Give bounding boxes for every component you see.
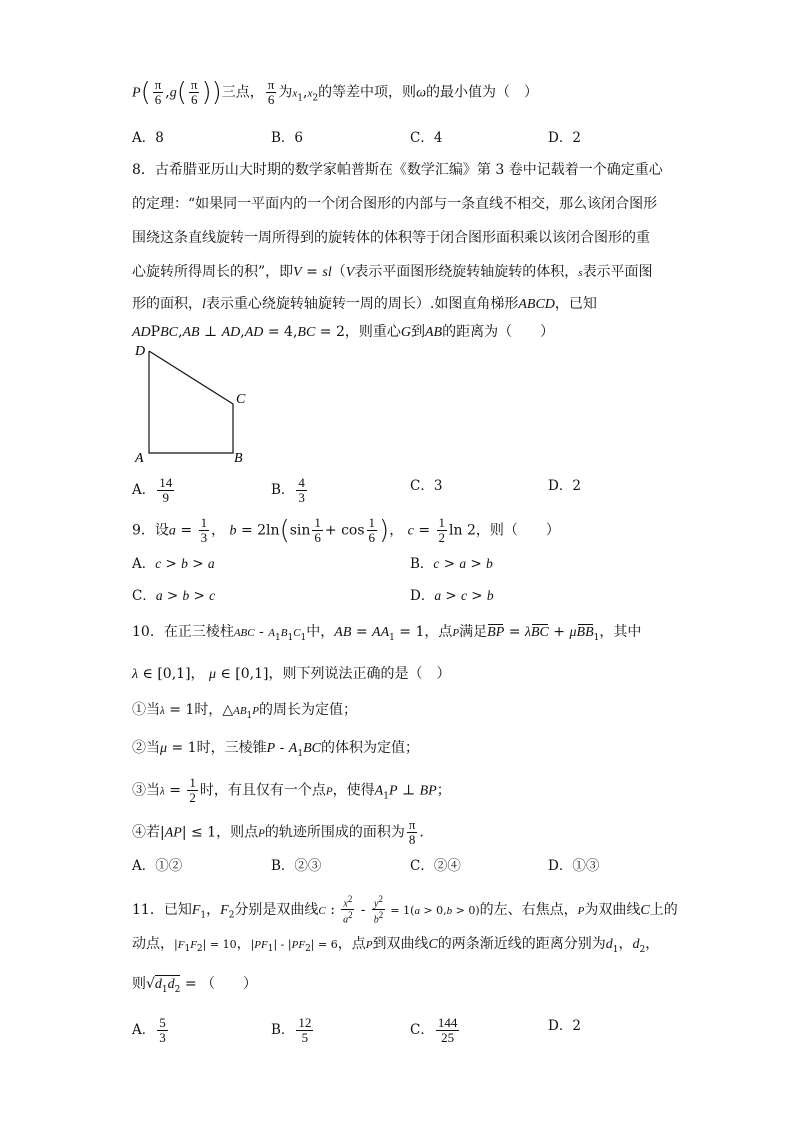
q8-line-6: ADPBC,AB ⊥ AD,AD = 4,BC = 2，则重心G到AB的距离为（ ） bbox=[132, 324, 555, 340]
q11-option-d[interactable]: D．2 bbox=[548, 1018, 581, 1034]
q9-option-d[interactable]: D．a > c > b bbox=[410, 588, 494, 604]
q9-option-a[interactable]: A．c > b > a bbox=[132, 556, 215, 572]
q9-option-c[interactable]: C．a > b > c bbox=[132, 588, 216, 604]
q10-option-d[interactable]: D．①③ bbox=[548, 858, 600, 874]
q11-option-c[interactable]: C． $\frac{144}{25}$ bbox=[410, 1015, 458, 1045]
q8-line-5: 形的面积，l表示重心绕旋转轴旋转一周的周长）.如图直角梯形ABCD，已知 bbox=[132, 296, 597, 312]
label-a: A bbox=[135, 451, 144, 466]
q10-option-a[interactable]: A．①② bbox=[132, 858, 183, 874]
q7-option-d[interactable]: D．2 bbox=[548, 130, 581, 146]
q8-option-a[interactable]: A． $\frac{14}{9}$ bbox=[132, 475, 173, 505]
q8-line-1: 8．古希腊亚历山大时期的数学家帕普斯在《数学汇编》第 3 卷中记载着一个确定重心 bbox=[132, 162, 663, 178]
label-c: C bbox=[236, 392, 246, 407]
q8-option-b[interactable]: B． $\frac{4}{3}$ bbox=[271, 475, 305, 505]
q11-option-a[interactable]: A． $\frac{5}{3}$ bbox=[132, 1015, 166, 1045]
label-b: B bbox=[234, 451, 243, 466]
q10-option-b[interactable]: B．②③ bbox=[271, 858, 322, 874]
q10-stem-line2: λ ∈ [0,1]， μ ∈ [0,1]，则下列说法正确的是（ ） bbox=[132, 666, 451, 682]
q11-stem-line3: 则$√d_1d_2$ = （ ） bbox=[132, 976, 258, 995]
q10-item-1: ①当λ = 1时，$\triangle AB_1P$的周长为定值； bbox=[132, 702, 358, 721]
label-d: D bbox=[135, 344, 146, 359]
trapezoid-outline bbox=[149, 351, 233, 453]
q10-item-2: ②当μ = 1时，三棱锥P - $A_1BC$的体积为定值； bbox=[132, 740, 419, 759]
trapezoid-figure bbox=[130, 343, 250, 467]
q7-option-a[interactable]: A．8 bbox=[132, 130, 164, 146]
q8-line-3: 围绕这条直线旋转一周所得到的旋转体的体积等于闭合图形面积乘以该闭合图形的重 bbox=[132, 230, 650, 246]
q11-stem: 11．已知$F_1$，$F_2$分别是双曲线C : $\frac{x^2}{a^2}$ - $\frac{y^2}{b^2}$ = 1(a > 0,b > 0)的左、右焦点，P为双曲线C上的 bbox=[132, 894, 678, 926]
q11-stem-line2: 动点，$|F_1F_2| = 10$，$|PF_1| - |PF_2| = 6$，点P到双曲线C的两条渐近线的距离分别为$d_1$，$d_2$， bbox=[132, 936, 660, 955]
q9-stem: 9．设a = $\frac{1}{3}$ ， b = 2ln(sin $\frac{1}{6}$ + cos $\frac{1}{6}$ )， c = $\frac{1}{2}$ ln 2，则（ ） bbox=[132, 515, 560, 546]
q10-option-c[interactable]: C．②④ bbox=[410, 858, 461, 874]
q7-option-c[interactable]: C．4 bbox=[410, 130, 443, 146]
q10-item-4: ④若|AP| ≤ 1，则点P的轨迹所围成的面积为 $\frac{\pi}{8}$ . bbox=[132, 817, 424, 847]
q8-line-2: 的定理：“如果同一平面内的一个闭合图形的内部与一条直线不相交，那么该闭合图形 bbox=[132, 196, 658, 212]
q7-option-b[interactable]: B．6 bbox=[271, 130, 304, 146]
q8-line-4: 心旋转所得周长的积”，即V = sl（V表示平面图形绕旋转轴旋转的体积，s表示平面图 bbox=[132, 264, 653, 280]
q9-option-b[interactable]: B．c > a > b bbox=[410, 556, 493, 572]
q10-item-3: ③当λ = $\frac{1}{2}$ 时，有且仅有一个点P，使得$A_1P$ ⊥ BP； bbox=[132, 775, 451, 805]
q11-option-b[interactable]: B． $\frac{12}{5}$ bbox=[271, 1015, 312, 1045]
q7-stem-cont: P( $\frac{\pi}{6}$ ,g( $\frac{\pi}{6}$ ))三点， $\frac{\pi}{6}$ 为$x_1,x_2$的等差中项，则ω的最小值为（ ） bbox=[132, 77, 538, 108]
q8-option-c[interactable]: C．3 bbox=[410, 478, 443, 494]
q8-option-d[interactable]: D．2 bbox=[548, 478, 581, 494]
q10-stem: 10．在正三棱柱ABC - $A_1B_1C_1$中，AB = $AA_1 = 1$，点P满足BP = λBC + μBB$_1$，其中 bbox=[132, 624, 642, 643]
